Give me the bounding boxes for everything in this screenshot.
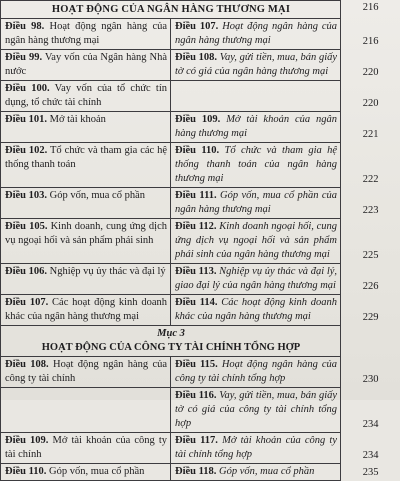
page-number: 222 bbox=[341, 143, 379, 188]
article-title: Góp vốn, mua cổ phần bbox=[49, 190, 145, 201]
page-number: 225 bbox=[341, 219, 379, 264]
article-title: Mở tài khoản bbox=[49, 114, 106, 125]
article-title: Vay, gửi tiền, mua, bán giấy tờ có giá của công ty tài chính tổng hợp bbox=[175, 390, 338, 429]
article-number: Điều 105. bbox=[5, 221, 48, 232]
old-article-cell bbox=[1, 388, 171, 433]
article-title: Vay vốn của Ngân hàng Nhà nước bbox=[5, 52, 168, 77]
article-number: Điều 103. bbox=[5, 190, 47, 201]
new-article-cell bbox=[171, 19, 341, 50]
new-article-cell bbox=[171, 464, 341, 481]
article-title: Mở tài khoản của ngân hàng thương mại bbox=[175, 114, 338, 139]
old-article-cell bbox=[1, 143, 171, 188]
article-number: Điều 107. bbox=[175, 21, 219, 32]
table-row bbox=[1, 433, 379, 464]
old-article-cell bbox=[1, 81, 171, 112]
article-number: Điều 117. bbox=[175, 435, 218, 446]
article-number: Điều 109. bbox=[5, 435, 49, 446]
old-article-cell bbox=[1, 433, 171, 464]
table-row bbox=[1, 388, 379, 433]
new-article-cell bbox=[171, 295, 341, 326]
old-article-cell bbox=[1, 264, 171, 295]
new-article-cell bbox=[171, 50, 341, 81]
table-row bbox=[1, 357, 379, 388]
article-number: Điều 118. bbox=[175, 466, 217, 477]
article-title: Các hoạt động kinh doanh khác của ngân hàng thương mại bbox=[175, 297, 338, 322]
article-number: Điều 102. bbox=[5, 145, 48, 156]
article-number: Điều 100. bbox=[5, 83, 50, 94]
old-article-cell bbox=[1, 19, 171, 50]
old-article-cell bbox=[1, 112, 171, 143]
table-row bbox=[1, 264, 379, 295]
article-title: Tổ chức và tham gia các hệ thống thanh toán bbox=[5, 145, 167, 170]
article-number: Điều 108. bbox=[175, 52, 218, 63]
article-number: Điều 114. bbox=[175, 297, 218, 308]
article-title: Mở tài khoản của công ty tài chính tổng hợp bbox=[175, 435, 338, 460]
article-title: Hoạt động ngân hàng của công ty tài chính bbox=[5, 359, 168, 384]
table-row bbox=[1, 81, 379, 112]
article-title: Hoạt động ngân hàng của ngân hàng thương mại bbox=[175, 21, 338, 46]
article-title: Góp vốn, mua cổ phần bbox=[219, 466, 315, 477]
page-number: 229 bbox=[341, 295, 379, 326]
page-number: 221 bbox=[341, 112, 379, 143]
article-number: Điều 109. bbox=[175, 114, 221, 125]
article-number: Điều 98. bbox=[5, 21, 45, 32]
section-header bbox=[1, 326, 341, 357]
table-row bbox=[1, 219, 379, 264]
article-title: Hoạt động ngân hàng của công ty tài chính tổng hợp bbox=[175, 359, 338, 384]
new-article-cell bbox=[171, 357, 341, 388]
new-article-cell bbox=[171, 219, 341, 264]
article-title: Nghiệp vụ ủy thác và đại lý, giao đại lý của ngân hàng thương mại bbox=[175, 266, 338, 291]
section-row bbox=[1, 326, 379, 357]
article-title: Kinh doanh, cung ứng dịch vụ ngoại hối và sản phẩm phái sinh bbox=[5, 221, 167, 246]
page-number: 234 bbox=[341, 388, 379, 433]
old-article-cell bbox=[1, 357, 171, 388]
table-row bbox=[1, 50, 379, 81]
new-article-cell bbox=[171, 433, 341, 464]
article-title: Vay, gửi tiền, mua, bán giấy tờ có giá của ngân hàng thương mại bbox=[175, 52, 338, 77]
new-article-cell bbox=[171, 143, 341, 188]
article-number: Điều 110. bbox=[5, 466, 47, 477]
page-number: 220 bbox=[341, 50, 379, 81]
old-article-cell bbox=[1, 50, 171, 81]
page-number: 223 bbox=[341, 188, 379, 219]
article-number: Điều 112. bbox=[175, 221, 217, 232]
article-title: Kinh doanh ngoại hối, cung ứng dịch vụ ngoại hối và sản phẩm phái sinh của ngân hàng thương mại bbox=[175, 221, 338, 260]
page-number: 226 bbox=[341, 264, 379, 295]
table-row bbox=[1, 112, 379, 143]
article-number: Điều 101. bbox=[5, 114, 47, 125]
article-title: Hoạt động ngân hàng của ngân hàng thương mại bbox=[5, 21, 168, 46]
new-article-cell bbox=[171, 264, 341, 295]
section-title: HOẠT ĐỘNG CỦA CÔNG TY TÀI CHÍNH TỔNG HỢP bbox=[41, 342, 301, 353]
table-row bbox=[1, 19, 379, 50]
article-number: Điều 99. bbox=[5, 52, 43, 63]
article-title: Các hoạt động kinh doanh khác của ngân hàng thương mại bbox=[5, 297, 168, 322]
new-article-cell bbox=[171, 81, 341, 112]
page-number: 234 bbox=[341, 433, 379, 464]
old-article-cell bbox=[1, 295, 171, 326]
article-title: Góp vốn, mua cổ phần bbox=[49, 466, 145, 477]
old-article-cell bbox=[1, 188, 171, 219]
article-title: Mở tài khoản của công ty tài chính bbox=[5, 435, 167, 460]
old-article-cell bbox=[1, 464, 171, 481]
article-number: Điều 110. bbox=[175, 145, 220, 156]
section-label: Mục 3 bbox=[157, 328, 185, 339]
new-article-cell bbox=[171, 388, 341, 433]
article-title: Vay vốn của tổ chức tín dụng, tổ chức tài chính bbox=[5, 83, 167, 108]
new-article-cell bbox=[171, 188, 341, 219]
article-number: Điều 111. bbox=[175, 190, 217, 201]
page-number: 235 bbox=[341, 464, 379, 481]
article-number: Điều 113. bbox=[175, 266, 217, 277]
page-number: 216 bbox=[341, 1, 379, 19]
heading-row bbox=[1, 1, 379, 19]
table-row bbox=[1, 295, 379, 326]
article-number: Điều 107. bbox=[5, 297, 49, 308]
table-row bbox=[1, 464, 379, 481]
section-heading: HOẠT ĐỘNG CỦA NGÂN HÀNG THƯƠNG MẠI bbox=[1, 1, 341, 19]
article-number: Điều 108. bbox=[5, 359, 49, 370]
page-number-empty bbox=[341, 326, 379, 357]
article-number: Điều 106. bbox=[5, 266, 47, 277]
table-row bbox=[1, 143, 379, 188]
page-number: 230 bbox=[341, 357, 379, 388]
article-title: Nghiệp vụ ủy thác và đại lý bbox=[49, 266, 166, 277]
article-title: Góp vốn, mua cổ phần của ngân hàng thương mại bbox=[175, 190, 338, 215]
table-row bbox=[1, 188, 379, 219]
new-article-cell bbox=[171, 112, 341, 143]
article-number: Điều 115. bbox=[175, 359, 218, 370]
page-number: 220 bbox=[341, 81, 379, 112]
article-title: Tổ chức và tham gia hệ thống thanh toán của ngân hàng thương mại bbox=[175, 145, 338, 184]
article-number: Điều 116. bbox=[175, 390, 217, 401]
page-number: 216 bbox=[341, 19, 379, 50]
old-article-cell bbox=[1, 219, 171, 264]
